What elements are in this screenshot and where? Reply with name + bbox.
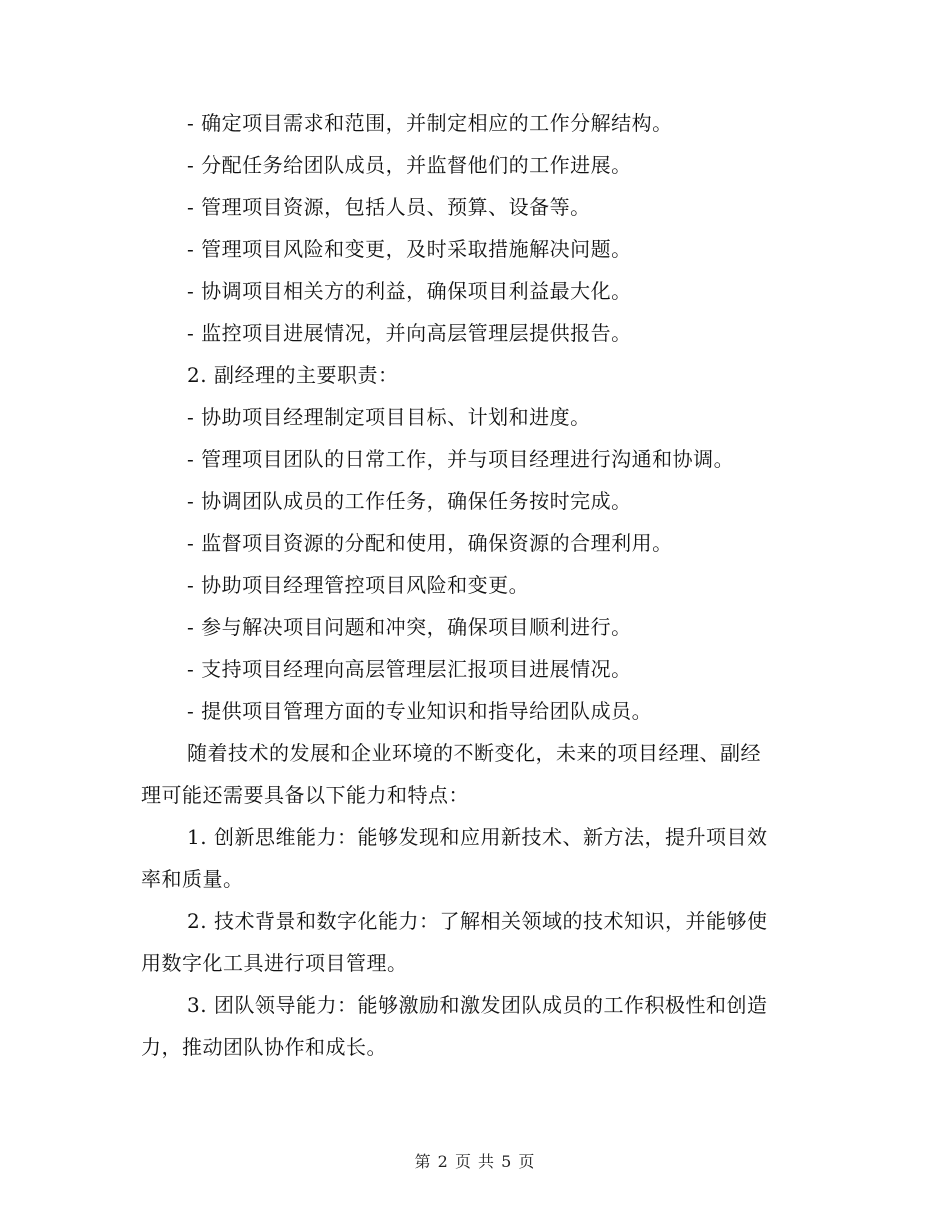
list-item: - 支持项目经理向高层管理层汇报项目进展情况。 [187, 657, 632, 681]
section-heading: 2. 副经理的主要职责： [187, 363, 399, 387]
numbered-item-line: 率和质量。 [141, 867, 244, 891]
paragraph-line: 理可能还需要具备以下能力和特点： [141, 783, 469, 807]
list-item: - 协调团队成员的工作任务，确保任务按时完成。 [187, 489, 632, 513]
list-item: - 协调项目相关方的利益，确保项目利益最大化。 [187, 279, 632, 303]
list-item: - 管理项目团队的日常工作，并与项目经理进行沟通和协调。 [187, 447, 735, 471]
numbered-item-line: 1. 创新思维能力：能够发现和应用新技术、新方法，提升项目效 [187, 825, 768, 849]
list-item: - 确定项目需求和范围，并制定相应的工作分解结构。 [187, 111, 673, 135]
numbered-item-line: 用数字化工具进行项目管理。 [141, 951, 408, 975]
list-item: - 监督项目资源的分配和使用，确保资源的合理利用。 [187, 531, 673, 555]
list-item: - 分配任务给团队成员，并监督他们的工作进展。 [187, 153, 632, 177]
list-item: - 管理项目资源，包括人员、预算、设备等。 [187, 195, 591, 219]
numbered-item-line: 2. 技术背景和数字化能力：了解相关领域的技术知识，并能够使 [187, 909, 768, 933]
list-item: - 提供项目管理方面的专业知识和指导给团队成员。 [187, 699, 653, 723]
list-item: - 管理项目风险和变更，及时采取措施解决问题。 [187, 237, 632, 261]
numbered-item-line: 力，推动团队协作和成长。 [141, 1035, 387, 1059]
list-item: - 参与解决项目问题和冲突，确保项目顺利进行。 [187, 615, 632, 639]
list-item: - 协助项目经理管控项目风险和变更。 [187, 573, 530, 597]
list-item: - 监控项目进展情况，并向高层管理层提供报告。 [187, 321, 632, 345]
paragraph-line: 随着技术的发展和企业环境的不断变化，未来的项目经理、副经 [187, 741, 761, 765]
list-item: - 协助项目经理制定项目目标、计划和进度。 [187, 405, 591, 429]
numbered-item-line: 3. 团队领导能力：能够激励和激发团队成员的工作积极性和创造 [187, 993, 768, 1017]
page-number-footer: 第 2 页 共 5 页 [414, 1152, 536, 1171]
document-body [141, 102, 809, 1068]
